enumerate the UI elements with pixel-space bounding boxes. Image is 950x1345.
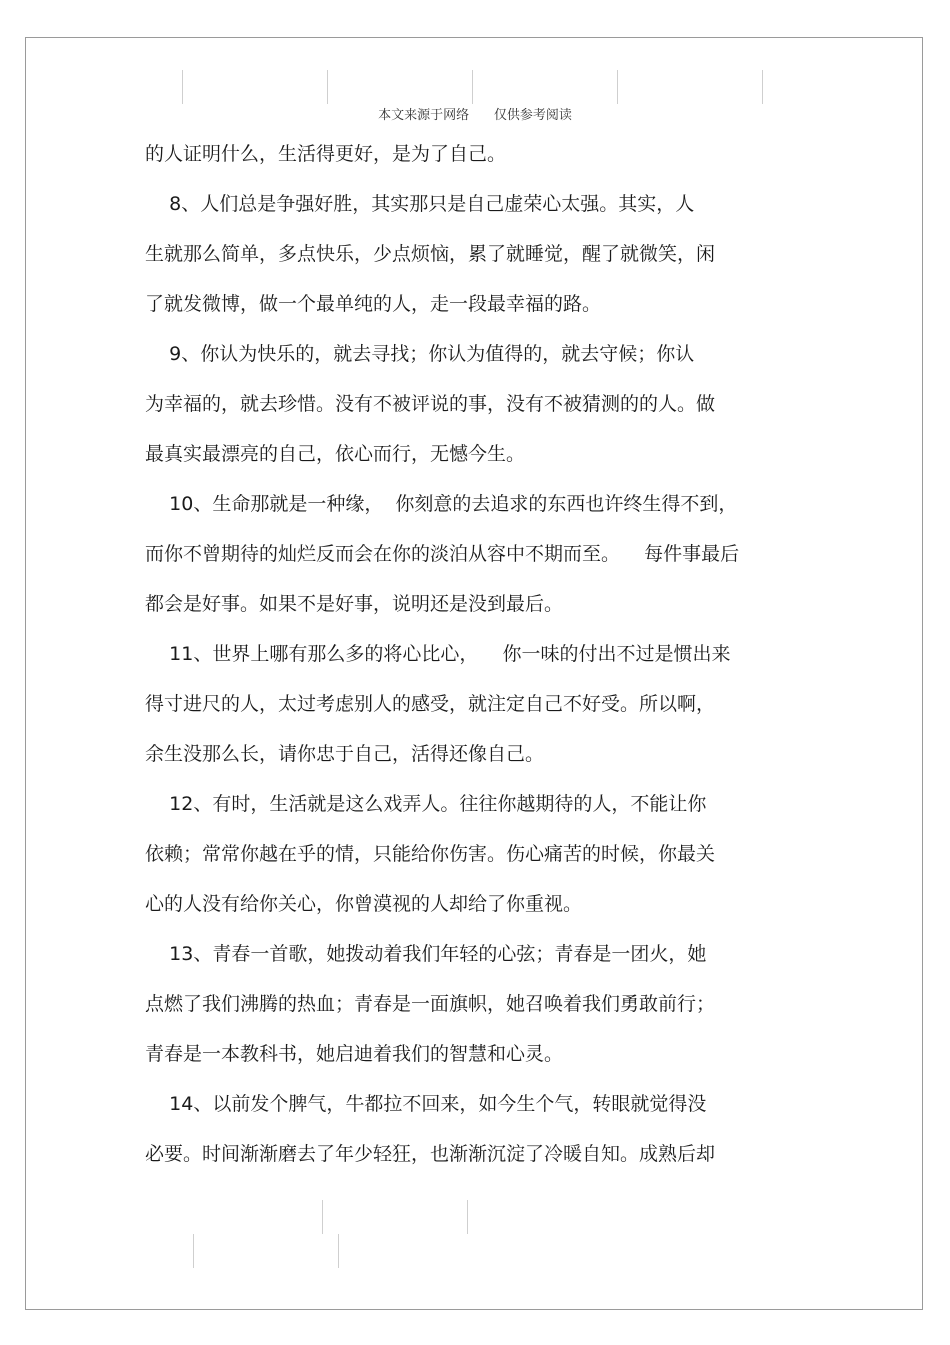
- top-divider-mark: [327, 70, 328, 104]
- text-line: 9、你认为快乐的，就去寻找；你认为值得的，就去守候；你认: [145, 343, 695, 365]
- text-line: 必要。时间渐渐磨去了年少轻狂，也渐渐沉淀了冷暖自知。成熟后却: [145, 1143, 716, 1165]
- top-divider-mark: [472, 70, 473, 104]
- text-line: 了就发微博，做一个最单纯的人，走一段最幸福的路。: [145, 293, 602, 315]
- bottom-divider-mark: [322, 1200, 323, 1234]
- top-divider-mark: [182, 70, 183, 104]
- text-line: 最真实最漂亮的自己，依心而行，无憾今生。: [145, 443, 526, 465]
- text-line: 11、世界上哪有那么多的将心比心， 你一味的付出不过是惯出来: [145, 643, 731, 665]
- bottom-divider-mark: [467, 1200, 468, 1234]
- text-line: 14、以前发个脾气，牛都拉不回来，如今生个气，转眼就觉得没: [145, 1093, 707, 1115]
- text-line: 为幸福的，就去珍惜。没有不被评说的事，没有不被猜测的的人。做: [145, 393, 716, 415]
- bottom-divider-mark: [193, 1234, 194, 1268]
- text-line: 青春是一本教科书，她启迪着我们的智慧和心灵。: [145, 1043, 564, 1065]
- text-line: 而你不曾期待的灿烂反而会在你的淡泊从容中不期而至。 每件事最后: [145, 543, 740, 565]
- text-line: 点燃了我们沸腾的热血；青春是一面旗帜，她召唤着我们勇敢前行；: [145, 993, 716, 1015]
- text-line: 13、青春一首歌，她拨动着我们年轻的心弦；青春是一团火，她: [145, 943, 707, 965]
- text-line: 都会是好事。如果不是好事，说明还是没到最后。: [145, 593, 564, 615]
- top-divider-mark: [617, 70, 618, 104]
- text-line: 的人证明什么，生活得更好，是为了自己。: [145, 143, 507, 165]
- text-line: 8、人们总是争强好胜，其实那只是自己虚荣心太强。其实，人: [145, 193, 695, 215]
- text-line: 生就那么简单，多点快乐，少点烦恼，累了就睡觉，醒了就微笑，闲: [145, 243, 716, 265]
- text-line: 余生没那么长，请你忠于自己，活得还像自己。: [145, 743, 545, 765]
- header-source-note: 本文来源于网络 仅供参考阅读: [378, 108, 572, 123]
- page-frame: [25, 37, 923, 1310]
- bottom-divider-mark: [338, 1234, 339, 1268]
- text-line: 依赖；常常你越在乎的情，只能给你伤害。伤心痛苦的时候，你最关: [145, 843, 716, 865]
- text-line: 12、有时，生活就是这么戏弄人。往往你越期待的人，不能让你: [145, 793, 707, 815]
- text-line: 10、生命那就是一种缘， 你刻意的去追求的东西也许终生得不到，: [145, 493, 738, 515]
- text-line: 心的人没有给你关心，你曾漠视的人却给了你重视。: [145, 893, 583, 915]
- text-line: 得寸进尺的人，太过考虑别人的感受，就注定自己不好受。所以啊，: [145, 693, 716, 715]
- top-divider-mark: [762, 70, 763, 104]
